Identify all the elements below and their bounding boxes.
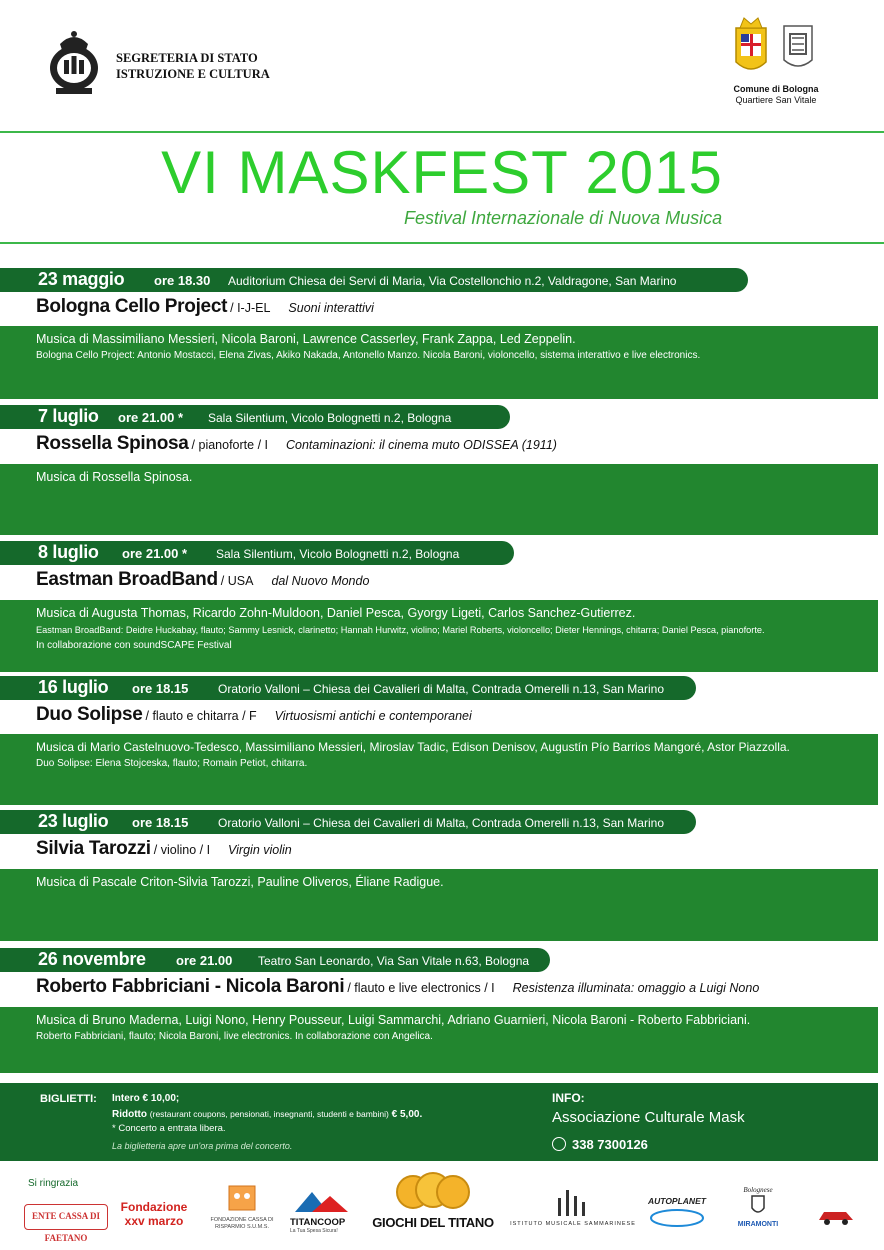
- performer-instrument: / pianoforte / I: [191, 438, 268, 452]
- festival-subtitle: Festival Internazionale di Nuova Musica: [404, 208, 723, 228]
- event-ensemble: Bologna Cello Project: Antonio Mostacci, Elena Zivas, Akiko Nakada, Antonello Manzo. Nicola Baroni, violoncello, sistema interattivo e live electronics.: [36, 350, 701, 361]
- event-date: 7 luglio: [38, 406, 99, 426]
- event-collaboration: In collaborazione con soundSCAPE Festival: [36, 640, 232, 651]
- titancoop-tagline: La Tua Spesa Sicura!: [290, 1228, 338, 1234]
- event-time: ore 21.00 *: [122, 546, 188, 561]
- event-date: 16 luglio: [38, 677, 109, 697]
- program-title: Virtuosismi antichi e contemporanei: [274, 709, 472, 723]
- sponsor-name: ENTE CASSA DI FAETANO: [31, 1211, 101, 1243]
- title-divider: [0, 242, 884, 244]
- bolognese-emblem-icon: [748, 1194, 768, 1216]
- sponsor-name: ISTITUTO MUSICALE SAMMARINESE: [510, 1221, 636, 1227]
- event-performer-line: [36, 569, 369, 591]
- bologna-logo: [726, 14, 826, 114]
- event-ensemble: Eastman BroadBand: Deidre Huckabay, flauto; Sammy Lesnick, clarinetto; Hannah Hurwitz, violino; Mariel Roberts, violoncello; Dieter Hennings, chitarra; Daniel Pesca, pianoforte.: [36, 625, 765, 635]
- event-time: ore 21.00: [176, 953, 233, 968]
- event-composers: Musica di Pascale Criton-Silvia Tarozzi, Pauline Oliveros, Éliane Radigue.: [36, 875, 444, 889]
- sponsor-name: AUTOPLANET: [648, 1196, 706, 1206]
- event-details: [0, 464, 878, 535]
- free-concert-note: * Concerto a entrata libera.: [112, 1123, 226, 1134]
- event-header: [0, 676, 696, 700]
- sponsor-name: FONDAZIONE CASSA DI RISPARMIO S.U.M.S.: [210, 1217, 274, 1230]
- event-header: [0, 541, 514, 565]
- info-label: INFO:: [552, 1091, 585, 1105]
- performer-name: Rossella Spinosa: [36, 433, 189, 454]
- sponsor-name: GIOCHI DEL TITANO: [372, 1215, 494, 1230]
- festival-title: VI MASKFEST 2015: [161, 139, 723, 206]
- event-venue: Auditorium Chiesa dei Servi di Maria, Via Costellonchio n.2, Valdragone, San Marino: [228, 274, 677, 288]
- sponsor-logo-istituto-musicale: [506, 1188, 640, 1232]
- event-ensemble: Roberto Fabbriciani, flauto; Nicola Baroni, live electronics. In collaborazione con Angelica.: [36, 1031, 433, 1042]
- event-details: [0, 326, 878, 399]
- program-title: Virgin violin: [228, 843, 292, 857]
- secretariat-line2: ISTRUZIONE E CULTURA: [116, 67, 270, 81]
- event-composers: Musica di Massimiliano Messieri, Nicola Baroni, Lawrence Casserley, Frank Zappa, Led Zeppelin.: [36, 332, 576, 346]
- sponsor-logo-ente-cassa: [24, 1204, 108, 1243]
- program-title: Contaminazioni: il cinema muto ODISSEA (1911): [285, 438, 557, 452]
- performer-name: Bologna Cello Project: [36, 296, 228, 317]
- event-performer-line: [36, 704, 472, 726]
- sponsor-logo-giochi-titano: [366, 1170, 500, 1234]
- phone-number: 338 7300126: [572, 1137, 648, 1152]
- istituto-musicale-bars-icon: [548, 1188, 598, 1216]
- sponsor-logo-cassa-risparmio: [200, 1184, 284, 1234]
- event-time: ore 18.15: [132, 681, 189, 696]
- event-time: ore 18.30: [154, 273, 211, 288]
- event-date: 8 luglio: [38, 542, 99, 562]
- cassa-risparmio-emblem-icon: [227, 1184, 257, 1212]
- sponsor-logo-autoplanet: [648, 1196, 708, 1232]
- event-composers: Musica di Augusta Thomas, Ricardo Zohn-Muldoon, Daniel Pesca, Gyorgy Ligeti, Carlos Sanchez-Gutierrez.: [36, 606, 636, 620]
- event-header: [0, 268, 748, 292]
- program-title: Resistenza illuminata: omaggio a Luigi Nono: [512, 981, 760, 995]
- ticket-reduced-note: (restaurant coupons, pensionati, insegnanti, studenti e bambini): [149, 1109, 389, 1119]
- info-phone: [552, 1137, 648, 1152]
- event-header: [0, 810, 696, 834]
- program-title: Suoni interattivi: [288, 301, 374, 315]
- ticket-full-price: Intero € 10,00;: [112, 1093, 180, 1104]
- tickets-label: BIGLIETTI:: [40, 1093, 97, 1105]
- secretariat-line1: SEGRETERIA DI STATO: [116, 51, 258, 65]
- event-details: [0, 1007, 878, 1073]
- ticket-reduced-price: € 5,00.: [391, 1109, 423, 1120]
- ticket-reduced-label: Ridotto: [112, 1109, 147, 1120]
- sponsor-name: MIRAMONTI: [737, 1221, 779, 1228]
- bologna-coat-of-arms-icon: [726, 14, 826, 82]
- sponsor-name: Fondazione xxv marzo: [120, 1200, 188, 1228]
- performer-instrument: / violino / I: [153, 843, 211, 857]
- header-divider: [0, 131, 884, 133]
- info-organization: Associazione Culturale Mask: [552, 1109, 745, 1126]
- event-venue: Sala Silentium, Vicolo Bolognetti n.2, Bologna: [216, 547, 460, 561]
- event-composers: Musica di Bruno Maderna, Luigi Nono, Henry Pousseur, Luigi Sammarchi, Adriano Guarnieri, Nicola Baroni - Roberto Fabbriciani.: [36, 1013, 751, 1027]
- event-venue: Oratorio Valloni – Chiesa dei Cavalieri di Malta, Contrada Omerelli n.13, San Marino: [218, 816, 664, 830]
- event-details: [0, 869, 878, 941]
- sponsor-logo-bolognese: [716, 1186, 800, 1234]
- event-composers: Musica di Rossella Spinosa.: [36, 470, 193, 484]
- giochi-titano-coins-icon: [383, 1170, 483, 1210]
- event-header: [0, 405, 510, 429]
- event-time: ore 18.15: [132, 815, 189, 830]
- bologna-caption-2: Quartiere San Vitale: [735, 95, 817, 105]
- sponsor-name: TITANCOOP: [290, 1217, 346, 1228]
- event-venue: Teatro San Leonardo, Via San Vitale n.63, Bologna: [258, 954, 530, 968]
- thanks-label: Si ringrazia: [28, 1178, 79, 1189]
- event-date: 26 novembre: [38, 949, 146, 969]
- box-office-note: La biglietteria apre un'ora prima del concerto.: [112, 1141, 293, 1151]
- performer-instrument: / I-J-EL: [230, 301, 271, 315]
- event-header: [0, 948, 550, 972]
- performer-name: Eastman BroadBand: [36, 569, 218, 590]
- free-concert-text: Concerto a entrata libera.: [118, 1123, 226, 1134]
- sponsor-name: Bolognese: [743, 1186, 773, 1194]
- event-details: [0, 600, 878, 672]
- performer-name: Duo Solipse: [36, 704, 143, 725]
- event-date: 23 maggio: [38, 269, 125, 289]
- performer-name: Roberto Fabbriciani - Nicola Baroni: [36, 976, 345, 997]
- performer-instrument: / USA: [220, 574, 254, 588]
- event-composers: Musica di Mario Castelnuovo-Tedesco, Massimiliano Messieri, Miroslav Tadic, Edison Denisov, Augustín Pío Barrios Mangoré, Astor Piazzolla.: [36, 740, 790, 754]
- sponsor-logo-car: [816, 1206, 856, 1226]
- page-header: [0, 0, 884, 135]
- bologna-caption-1: Comune di Bologna: [733, 84, 819, 94]
- event-time: ore 21.00 *: [118, 410, 184, 425]
- event-details: [0, 734, 878, 805]
- event-ensemble: Duo Solipse: Elena Stojceska, flauto; Romain Petiot, chitarra.: [36, 758, 308, 769]
- event-venue: Sala Silentium, Vicolo Bolognetti n.2, Bologna: [208, 411, 452, 425]
- ticket-reduced: [112, 1109, 422, 1120]
- performer-name: Silvia Tarozzi: [36, 838, 151, 859]
- autoplanet-car-icon: [648, 1206, 706, 1228]
- sponsor-logo-fondazione-xxv: [114, 1200, 194, 1234]
- san-marino-seal-icon: [42, 26, 106, 96]
- program-title: dal Nuovo Mondo: [271, 574, 370, 588]
- event-performer-line: [36, 296, 374, 318]
- sponsor-logo-titancoop: [290, 1190, 362, 1234]
- performer-instrument: / flauto e chitarra / F: [145, 709, 257, 723]
- event-performer-line: [36, 976, 759, 998]
- event-venue: Oratorio Valloni – Chiesa dei Cavalieri di Malta, Contrada Omerelli n.13, San Marino: [218, 682, 664, 696]
- event-date: 23 luglio: [38, 811, 109, 831]
- phone-icon: [552, 1137, 566, 1151]
- event-performer-line: [36, 838, 292, 860]
- event-performer-line: [36, 433, 557, 455]
- car-icon: [816, 1206, 856, 1226]
- tickets-info-panel: [0, 1083, 878, 1161]
- titancoop-mountain-icon: [290, 1190, 360, 1212]
- performer-instrument: / flauto e live electronics / I: [347, 981, 495, 995]
